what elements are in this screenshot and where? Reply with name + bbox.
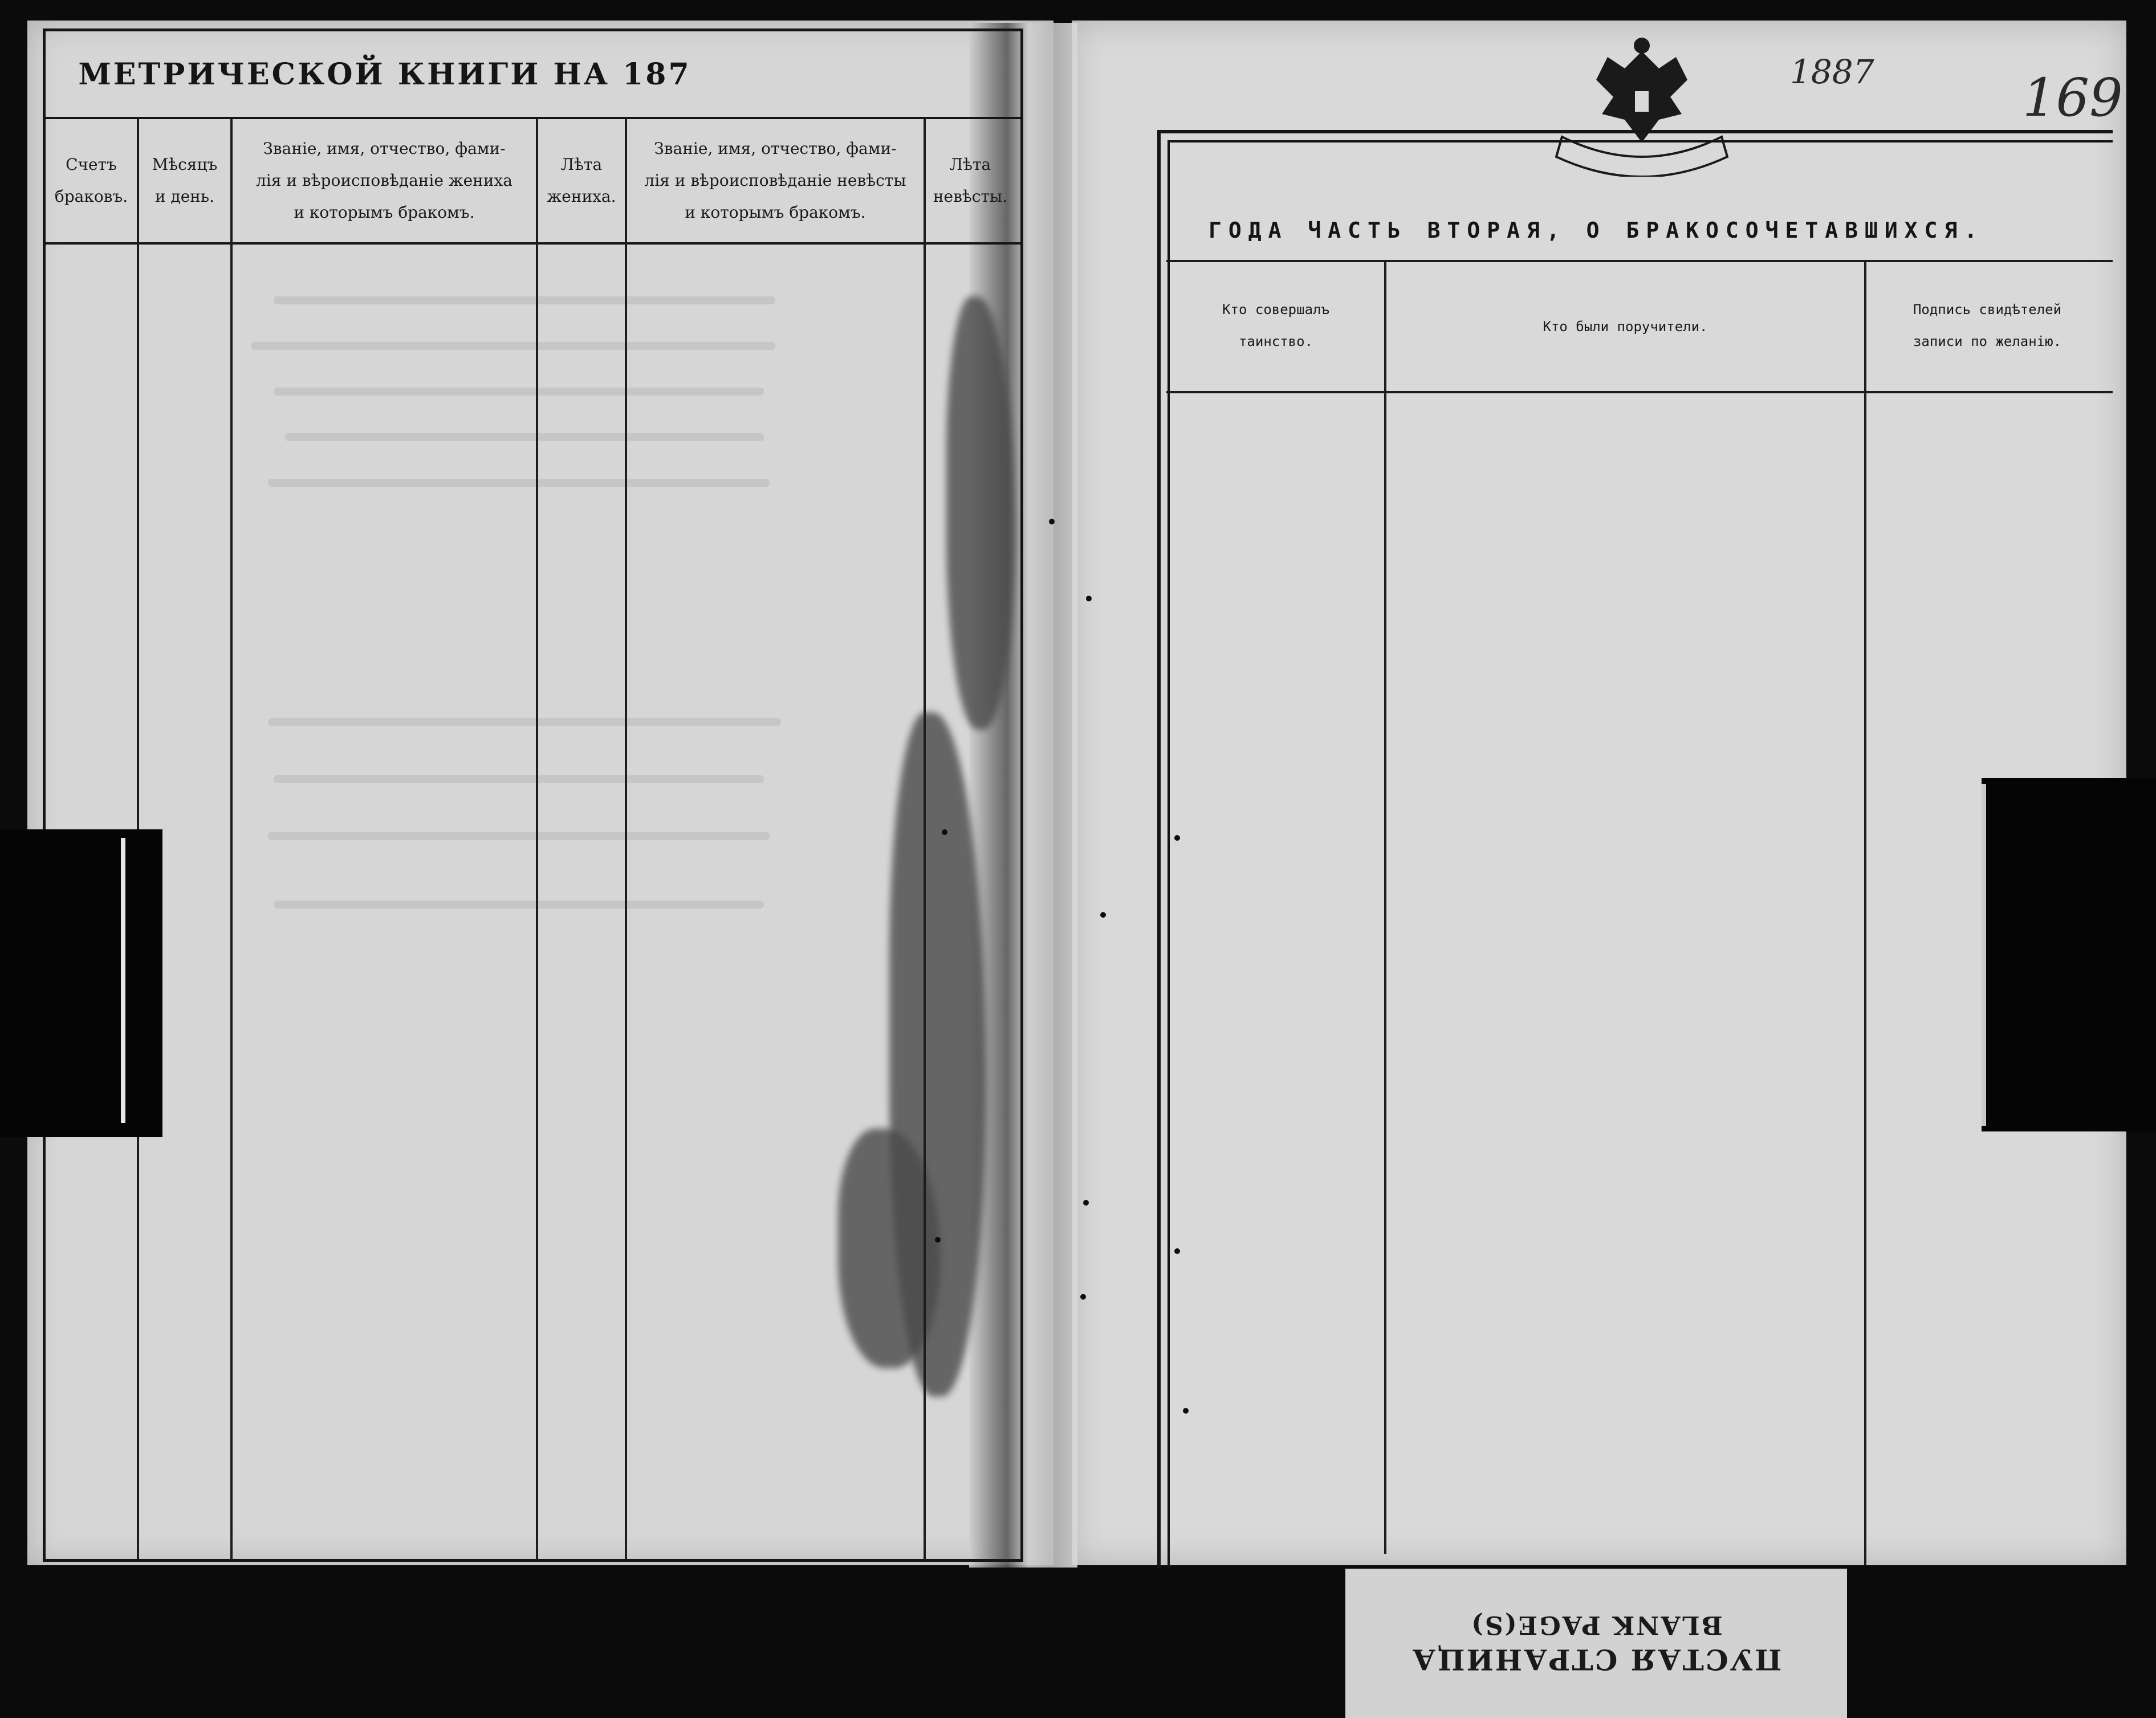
- binding-hole: [1049, 519, 1055, 524]
- tab-edge: [121, 838, 125, 1123]
- header-rule: [1166, 391, 2113, 393]
- binding-hole: [935, 1237, 941, 1243]
- column-divider: [230, 119, 233, 1561]
- binding-hole: [1086, 596, 1092, 601]
- binding-hole: [1183, 1408, 1189, 1414]
- table-header-row: [46, 119, 1020, 245]
- column-header-groom: Званіе, имя, отчество, фами- лія и вѣроисповѣданіе жениха и которымъ бракомъ.: [256, 139, 512, 222]
- column-header-witness-signatures: Подпись свидѣтелей записи по желанію.: [1913, 302, 2062, 349]
- column-header-groom-age: Лѣта жениха.: [547, 155, 616, 206]
- binding-hole: [942, 829, 947, 835]
- binding-hole: [1080, 1294, 1086, 1300]
- register-title: МЕТРИЧЕСКОЙ КНИГИ НА 187: [78, 56, 691, 92]
- handwritten-year: 1887: [1790, 52, 1874, 91]
- binding-hole: [1174, 835, 1180, 841]
- column-header-sponsors: Кто были поручители.: [1543, 319, 1708, 335]
- column-header-month-day: Мѣсяцъ и день.: [152, 155, 218, 206]
- column-header-bride-age: Лѣта невѣсты.: [933, 155, 1008, 206]
- binding-hole: [1083, 1200, 1089, 1206]
- binding-hole: [1174, 1248, 1180, 1254]
- frame-rule: [1169, 140, 2113, 143]
- column-header-officiant: Кто совершалъ таинство.: [1222, 302, 1329, 349]
- tab-edge: [1982, 784, 1986, 1126]
- archive-black-tab-right: [1982, 778, 2156, 1131]
- column-divider: [1384, 260, 1386, 1554]
- header-rule: [1166, 260, 2113, 262]
- column-divider: [536, 119, 538, 1561]
- blank-label-russian: ПУСТАЯ СТРАНИЦА: [1410, 1643, 1782, 1676]
- column-header-marriage-count: Счетъ браковъ.: [54, 155, 128, 206]
- blank-page-label: [1345, 1569, 1847, 1718]
- column-divider: [1864, 260, 1866, 1565]
- folio-number: 169: [2023, 67, 2123, 128]
- blank-label-english: BLANK PAGE(S): [1470, 1610, 1723, 1639]
- column-divider: [924, 119, 926, 1561]
- section-title: ГОДА ЧАСТЬ ВТОРАЯ, О БРАКОСОЧЕТАВШИХСЯ.: [1209, 218, 1984, 243]
- column-header-bride: Званіе, имя, отчество, фами- лія и вѣроисповѣданіе невѣсты и которымъ бракомъ.: [644, 139, 906, 222]
- column-divider: [625, 119, 627, 1561]
- archive-black-tab-left: [0, 829, 162, 1137]
- marriage-register-table-left: [43, 29, 1023, 1562]
- register-title-band: [46, 31, 1020, 119]
- binding-hole: [1100, 912, 1106, 918]
